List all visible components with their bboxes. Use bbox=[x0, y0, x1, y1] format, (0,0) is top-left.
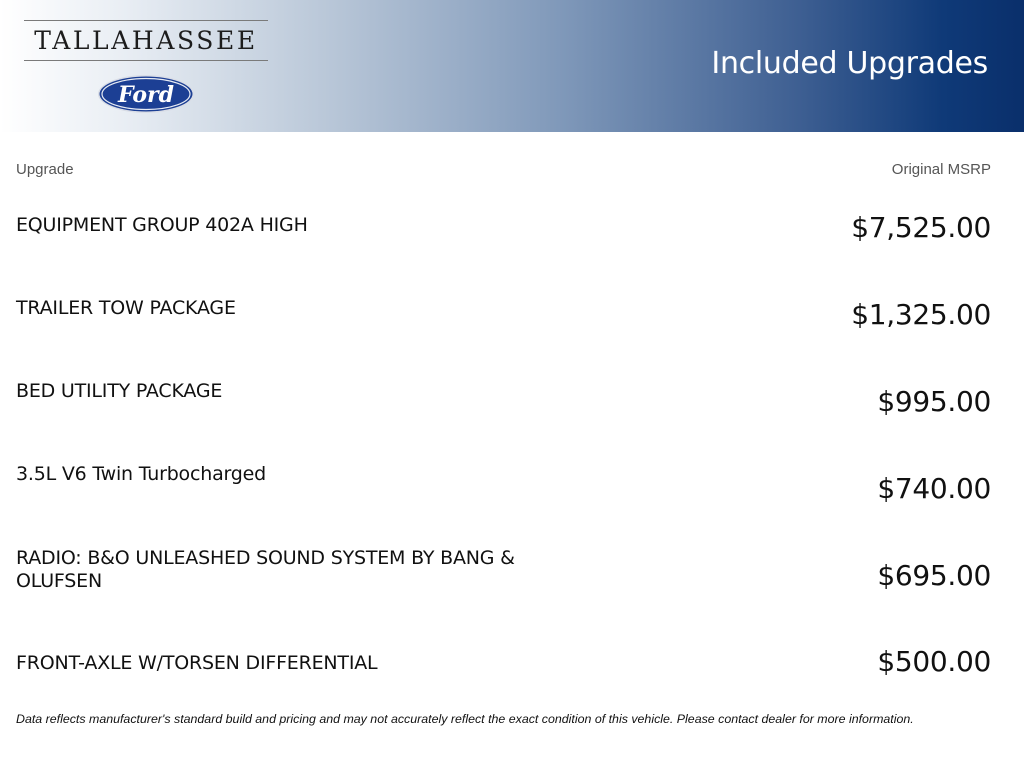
upgrade-row bbox=[16, 297, 991, 357]
upgrade-name: RADIO: B&O UNLEASHED SOUND SYSTEM BY BANG & OLUFSEN bbox=[16, 547, 515, 592]
ford-logo-icon bbox=[97, 74, 195, 114]
dealer-logo-top-rule bbox=[24, 20, 268, 21]
upgrade-name: EQUIPMENT GROUP 402A HIGH bbox=[16, 214, 308, 236]
ford-logo-text: Ford bbox=[117, 82, 175, 108]
upgrade-price: $500.00 bbox=[877, 645, 991, 678]
upgrade-price: $995.00 bbox=[877, 385, 991, 418]
upgrade-name: BED UTILITY PACKAGE bbox=[16, 380, 223, 402]
upgrade-column-header: Upgrade bbox=[16, 161, 74, 178]
disclaimer-text: Data reflects manufacturer's standard build and pricing and may not accurately reflect the exact condition of this vehicle. Please contact dealer for more information. bbox=[16, 712, 914, 726]
upgrade-name: TRAILER TOW PACKAGE bbox=[16, 297, 236, 319]
upgrade-price: $7,525.00 bbox=[851, 211, 991, 244]
msrp-column-header: Original MSRP bbox=[891, 161, 991, 178]
page-title: Included Upgrades bbox=[711, 46, 988, 81]
upgrade-row bbox=[16, 645, 991, 712]
page-header bbox=[0, 0, 1024, 132]
upgrade-price: $740.00 bbox=[877, 472, 991, 505]
dealer-logo bbox=[24, 20, 268, 116]
upgrade-name: FRONT-AXLE W/TORSEN DIFFERENTIAL bbox=[16, 652, 378, 674]
upgrade-price: $695.00 bbox=[877, 559, 991, 592]
dealer-logo-bottom-rule bbox=[24, 60, 268, 61]
upgrade-row bbox=[16, 547, 991, 607]
upgrade-name: 3.5L V6 Twin Turbocharged bbox=[16, 463, 267, 485]
upgrade-row bbox=[16, 463, 991, 523]
upgrade-row bbox=[16, 380, 991, 440]
dealer-name: TALLAHASSEE bbox=[34, 26, 258, 55]
upgrade-row bbox=[16, 211, 991, 274]
upgrade-price: $1,325.00 bbox=[851, 298, 991, 331]
